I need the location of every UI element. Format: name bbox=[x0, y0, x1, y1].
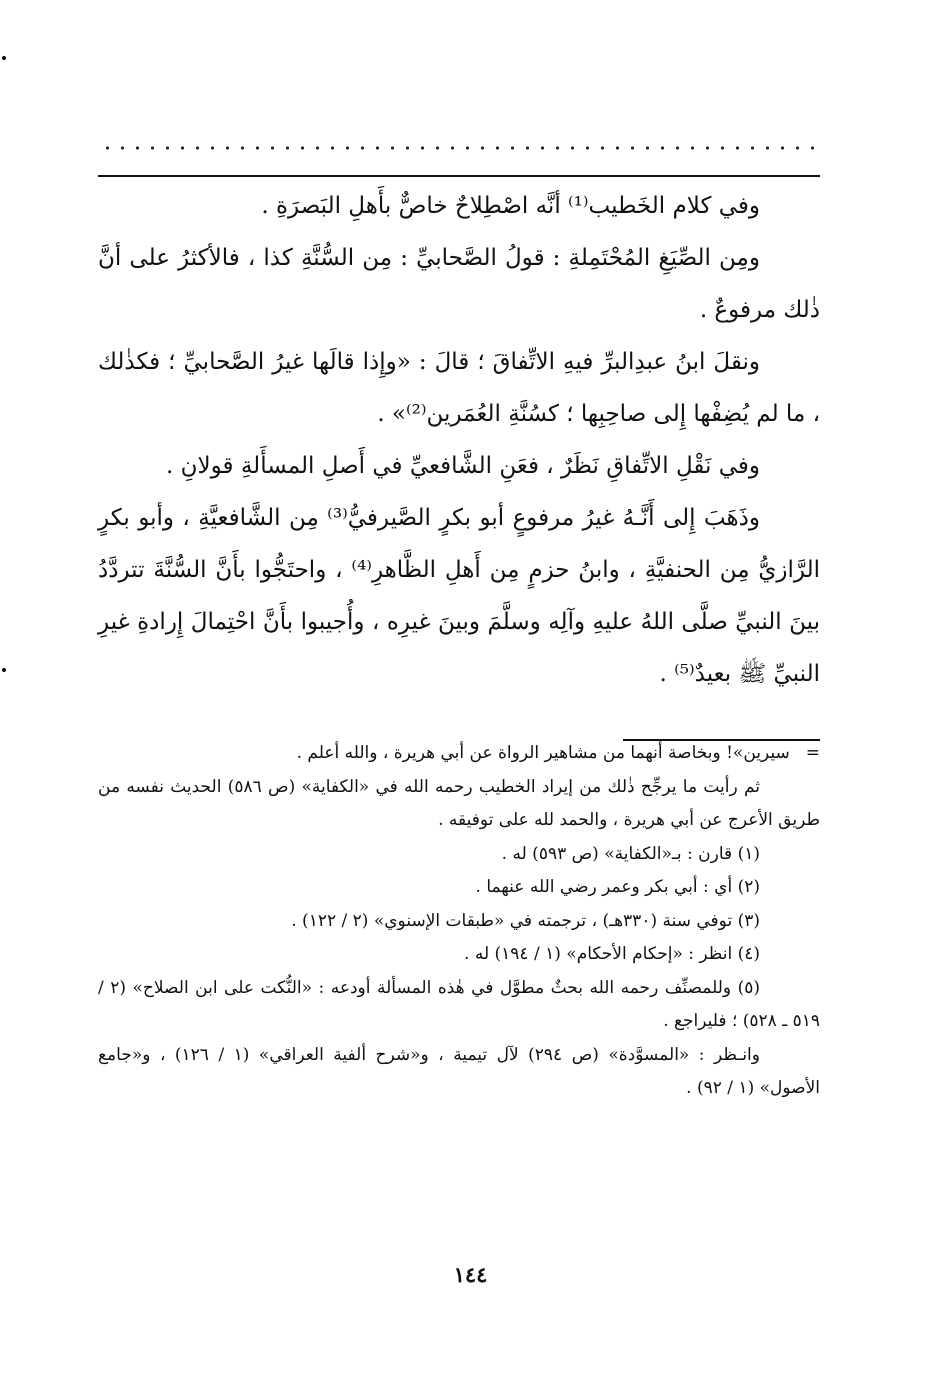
paragraph: ونقلَ ابنُ عبدِالبرِّ فيهِ الاتِّفاقَ ؛ قالَ : «وإِذا قالَها غيرُ الصَّحابيِّ ؛ فكذٰلك ، ما لم يُضِفْها إِلى صاحِبِها ؛ كسُنَّةِ العُمَرين⁽²⁾» . bbox=[98, 349, 820, 427]
footnote-continuation-text: سيرين»! وبخاصة أنهما من مشاهير الرواة عن أبي هريرة ، والله أعلم . bbox=[296, 743, 790, 763]
page-number: ١٤٤ bbox=[453, 1262, 488, 1287]
paragraph: وفي نَقْلِ الاتِّفاقِ نَظَرٌ ، فعَنِ الشَّافعيِّ في أَصلِ المسأَلةِ قولانِ . bbox=[166, 453, 760, 479]
footnote-5-extra: وانـظر : «المسوَّدة» (ص ٢٩٤) لآل تيمية ، و«شرح ألفية العراقي» (١ / ١٢٦) ، و«جامع الأصول» (١ / ٩٢) . bbox=[98, 1044, 820, 1098]
header-rule bbox=[98, 175, 820, 177]
dotted-header-rule bbox=[100, 143, 820, 153]
footnote-1: (١) قارن : بـ«الكفاية» (ص ٥٩٣) له . bbox=[501, 843, 760, 864]
main-text bbox=[98, 180, 820, 700]
paragraph: ومِن الصِّيَغِ المُحْتَمِلةِ : قولُ الصَّحابيِّ : مِن السُّنَّةِ كذا ، فالأكثرُ على أنَّ ذٰلك مرفوعٌ . bbox=[98, 245, 820, 323]
footnotes bbox=[98, 737, 820, 1106]
paragraph: وذَهَبَ إِلى أَنَّـهُ غيرُ مرفوعٍ أبو بكرٍ الصَّيرفيُّ⁽³⁾ مِن الشَّافعيَّةِ ، وأبو بكرٍ الرَّازيُّ مِن الحنفيَّةِ ، وابنُ حزمٍ مِن أَهلِ الظَّاهرِ⁽⁴⁾ ، واحتَجُّوا بأَنَّ السُّنَّةَ تتردَّدُ بينَ النبيِّ صلَّى اللهُ عليهِ وآلِه وسلَّمَ وبينَ غيرِه ، وأُجيبوا بأَنَّ احْتِمالَ إِرادةِ غيرِ النبيِّ ﷺ بعيدٌ⁽⁵⁾ . bbox=[98, 505, 821, 687]
footnote-2: (٢) أي : أبي بكر وعمر رضي الله عنهما . bbox=[475, 877, 760, 897]
footnote-continuation bbox=[98, 737, 820, 771]
footnote-4: (٤) انظر : «إحكام الأحكام» (١ / ١٩٤) له . bbox=[464, 944, 760, 964]
footnote-continuation-2: ثم رأيت ما يرجِّح ذٰلك من إيراد الخطيب رحمه الله في «الكفاية» (ص ٥٨٦) الحديث نفسه من طريق الأعرج عن أبي هريرة ، والحمد لله على توفيقه . bbox=[98, 776, 820, 830]
footnote-5: (٥) وللمصنِّف رحمه الله بحثٌ مطوَّل في هٰذه المسألة أودعه : «النُّكت على ابن الصلاح» (٢ / ٥١٩ ـ ٥٢٨) ؛ فليراجع . bbox=[98, 977, 820, 1031]
scan-mark bbox=[2, 668, 6, 672]
continuation-mark: = bbox=[805, 743, 820, 763]
footnote-3: (٣) توفي سنة (٣٣٠هـ) ، ترجمته في «طبقات الإسنوي» (٢ / ١٢٢) . bbox=[291, 910, 760, 931]
paragraph: وفي كلام الخَطيب⁽¹⁾ أنَّه اصْطِلاحٌ خاصٌّ بأَهلِ البَصرَةِ . bbox=[261, 193, 760, 219]
scan-mark bbox=[2, 56, 6, 60]
